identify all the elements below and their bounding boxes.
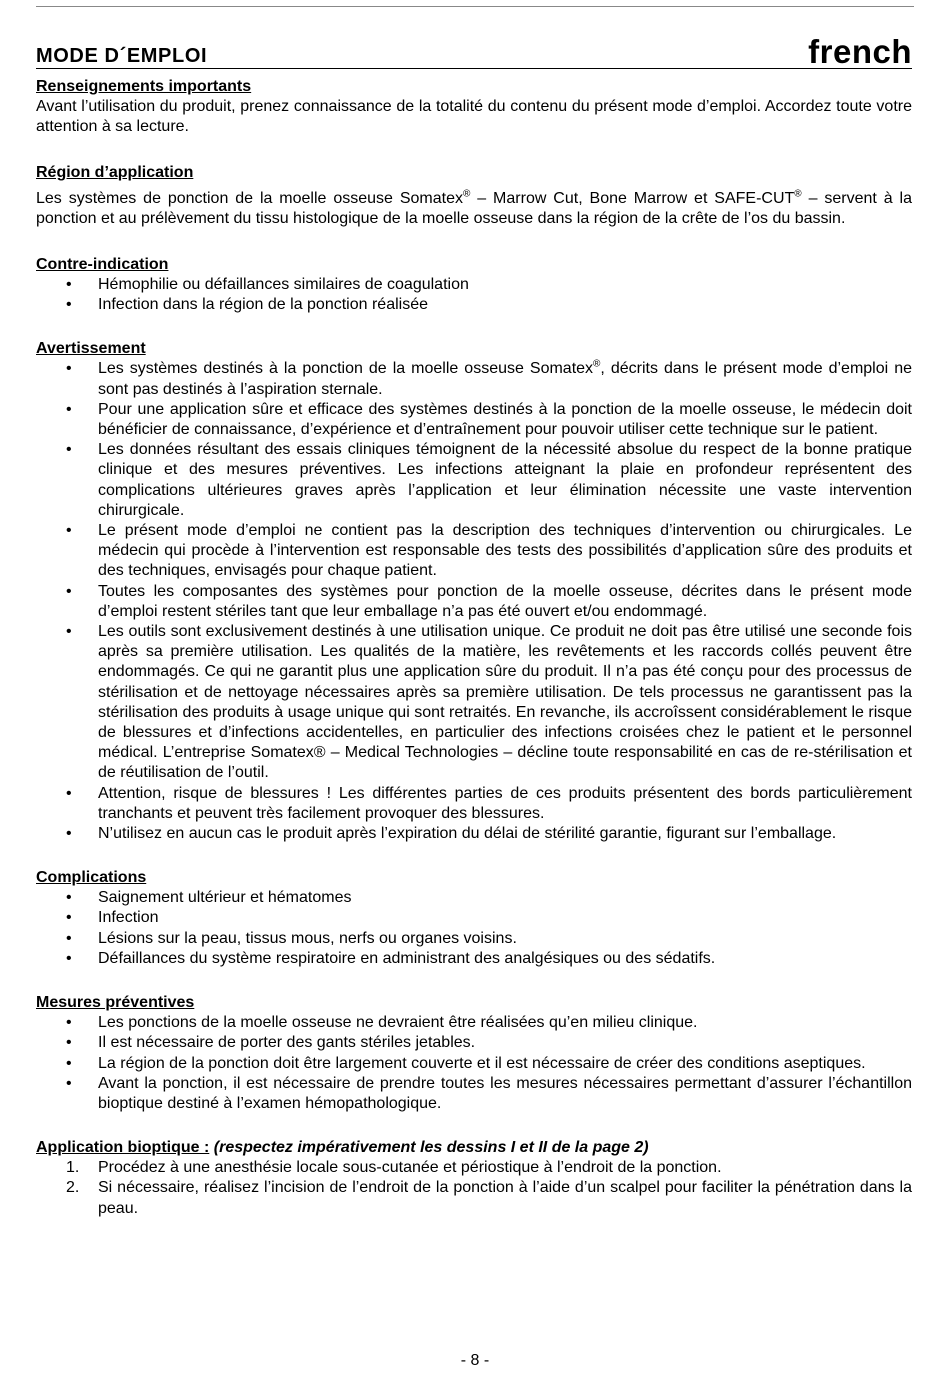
section-title-warning: Avertissement — [36, 340, 146, 358]
bullet: • — [66, 1014, 72, 1032]
bullet: • — [66, 360, 72, 378]
list-item-text: , décrits dans le présent mode d’emploi ne sont pas destinés à l’aspiration sternale. — [98, 360, 913, 398]
application-heading — [36, 1138, 912, 1158]
bullet: • — [66, 441, 72, 459]
region-text-part-a: Les systèmes de ponction de la moelle osseuse Somatex — [36, 190, 463, 207]
list-item-text: Toutes les composantes des systèmes pour ponction de la moelle osseuse, décrites dans le présent mode d’emploi restent stériles tant que leur emballage n’a pas été ouvert et/ou endommagé. — [98, 582, 912, 620]
list-item — [36, 1033, 912, 1053]
list-item-text: Les données résultant des essais cliniques témoignent de la nécessité absolue du respect de la bonne pratique clinique et des mesures préventives. Les infections atteignant la plaie en profondeur représentent des complications ultérieures graves après l’application et leur élimination nécessite une vaste intervention chirurgicale. — [98, 441, 912, 519]
list-item — [36, 1074, 912, 1114]
list-item-text: Les outils sont exclusivement destinés à une utilisation unique. Ce produit ne doit pas être utilisé une seconde fois après sa première utilisation. Les qualités de la matière, les revêtements et les raccords collés peuvent être endommagés. Ce qui ne garantit plus une application sûre du produit. Il n’a pas été conçu pour des processus de stérilisation et de nettoyage nécessaires après sa première utilisation. De tels processus ne garantissent pas la stérilisation des produits à usage unique qui sont retraités. En revanche, ils accroîssent considérablement le risque de blessures et d’infections accidentelles, en particulier des infections croisées chez le patient et le personnel médical. L’entreprise Somatex® – Medical Technologies – décline toute responsabilité en cas de re-stérilisation et de réutilisation de l’outil. — [98, 623, 912, 782]
section-title-preventive: Mesures préventives — [36, 994, 195, 1012]
bullet: • — [66, 784, 72, 802]
bullet: • — [66, 276, 72, 293]
document-title: MODE D´EMPLOI — [36, 45, 208, 67]
list-item — [36, 295, 912, 315]
preventive-list — [36, 1013, 912, 1114]
step-text: Si nécessaire, réalisez l’incision de l’endroit de la ponction à l’aide d’un scalpel pour faciliter la pénétration dans la peau. — [98, 1179, 912, 1217]
list-item-text: Saignement ultérieur et hématomes — [98, 889, 352, 907]
top-rule — [36, 6, 914, 7]
list-item — [36, 824, 912, 844]
list-item-text: Infection dans la région de la ponction réalisée — [98, 296, 428, 314]
region-text-part-b: – Marrow Cut, Bone Marrow et SAFE-CUT — [470, 190, 795, 207]
list-item — [36, 400, 912, 440]
list-item-text: La région de la ponction doit être largement couverte et il est nécessaire de créer des conditions aseptiques. — [98, 1054, 866, 1072]
list-item-text: Hémophilie ou défaillances similaires de coagulation — [98, 276, 469, 293]
section-title-contraindication: Contre-indication — [36, 256, 169, 273]
list-item-text: Attention, risque de blessures ! Les différentes parties de ces produits présentent des bords particulièrement tranchants et peuvent très facilement provoquer des blessures. — [98, 784, 912, 822]
step-number: 2. — [66, 1179, 80, 1197]
bullet: • — [66, 909, 72, 927]
bullet: • — [66, 825, 72, 843]
application-note: (respectez impérativement les dessins I et II de la page 2) — [213, 1139, 649, 1157]
list-item — [36, 1054, 912, 1074]
list-item — [36, 1013, 912, 1033]
bullet: • — [66, 1054, 72, 1072]
list-item — [36, 521, 912, 582]
page-header — [36, 30, 912, 69]
list-item-text: Défaillances du système respiratoire en administrant des analgésiques ou des sédatifs. — [98, 949, 716, 967]
bullet: • — [66, 582, 72, 600]
bullet: • — [66, 522, 72, 540]
step-number: 1. — [66, 1159, 80, 1177]
step-item — [36, 1158, 912, 1178]
step-text: Procédez à une anesthésie locale sous-cutanée et périostique à l’endroit de la ponction. — [98, 1159, 722, 1177]
bullet: • — [66, 1034, 72, 1052]
list-item — [36, 888, 912, 908]
bullet: • — [66, 889, 72, 907]
list-item-text: Les systèmes destinés à la ponction de la moelle osseuse Somatex — [98, 360, 594, 378]
list-item-text: Avant la ponction, il est nécessaire de prendre toutes les mesures nécessaires permettant d’assurer l’échantillon bioptique destiné à l’examen hémopathologique. — [98, 1074, 912, 1112]
page-number: - 8 - — [460, 1352, 490, 1369]
list-item-text: Pour une application sûre et efficace des systèmes destinés à la ponction de la moelle osseuse, le médecin doit bénéficier de connaissance, d’expérience et d’entraînement pour pouvoir utiliser cette technique sur le patient. — [98, 400, 912, 439]
region-text — [36, 189, 912, 229]
bullet: • — [66, 400, 72, 418]
list-item-text: N’utilisez en aucun cas le produit après l’expiration du délai de stérilité garantie, figurant sur l’emballage. — [98, 825, 837, 843]
bullet: • — [66, 623, 72, 641]
list-item-text: Lésions sur la peau, tissus mous, nerfs ou organes voisins. — [98, 929, 517, 947]
section-title-region: Région d’application — [36, 164, 194, 181]
list-item-text: Les ponctions de la moelle osseuse ne devraient être réalisées qu’en milieu clinique. — [98, 1014, 698, 1032]
list-item-text: Il est nécessaire de porter des gants stériles jetables. — [98, 1034, 476, 1052]
important-text: Avant l’utilisation du produit, prenez connaissance de la totalité du contenu du présent mode d’emploi. Accordez toute votre attention à sa lecture. — [36, 98, 912, 135]
list-item — [36, 582, 912, 622]
list-item — [36, 622, 912, 784]
region-text-part-c: – servent à la ponction et au prélèvement du tissu histologique de la moelle osseuse dans la région de la crête de l’os du bassin. — [36, 190, 912, 227]
section-title-complications: Complications — [36, 869, 147, 887]
bullet: • — [66, 949, 72, 967]
complications-list — [36, 888, 912, 969]
list-item — [36, 359, 912, 399]
list-item — [36, 908, 912, 928]
section-title-application: Application bioptique : — [36, 1139, 210, 1157]
list-item — [36, 949, 912, 969]
language-label: french — [808, 33, 912, 70]
registered-mark: ® — [462, 188, 471, 200]
list-item-text: Infection — [98, 909, 159, 927]
document-page — [36, 30, 912, 1219]
registered-mark: ® — [794, 188, 802, 200]
bullet: • — [66, 296, 72, 314]
list-item-text: Le présent mode d’emploi ne contient pas la description des techniques d’intervention ou chirurgicales. Le médecin qui procède à l’intervention est responsable des tests des possibilités d’application sûre des produits et des techniques, envisagés pour chaque patient. — [98, 522, 912, 580]
section-title-important: Renseignements importants — [36, 78, 252, 95]
bullet: • — [66, 1074, 72, 1092]
registered-mark: ® — [593, 359, 601, 371]
list-item — [36, 440, 912, 521]
warning-list — [36, 359, 912, 844]
step-item — [36, 1178, 912, 1218]
list-item — [36, 784, 912, 824]
contraindication-list — [36, 275, 912, 315]
application-steps — [36, 1158, 912, 1219]
list-item — [36, 929, 912, 949]
bullet: • — [66, 929, 72, 947]
list-item — [36, 275, 912, 295]
